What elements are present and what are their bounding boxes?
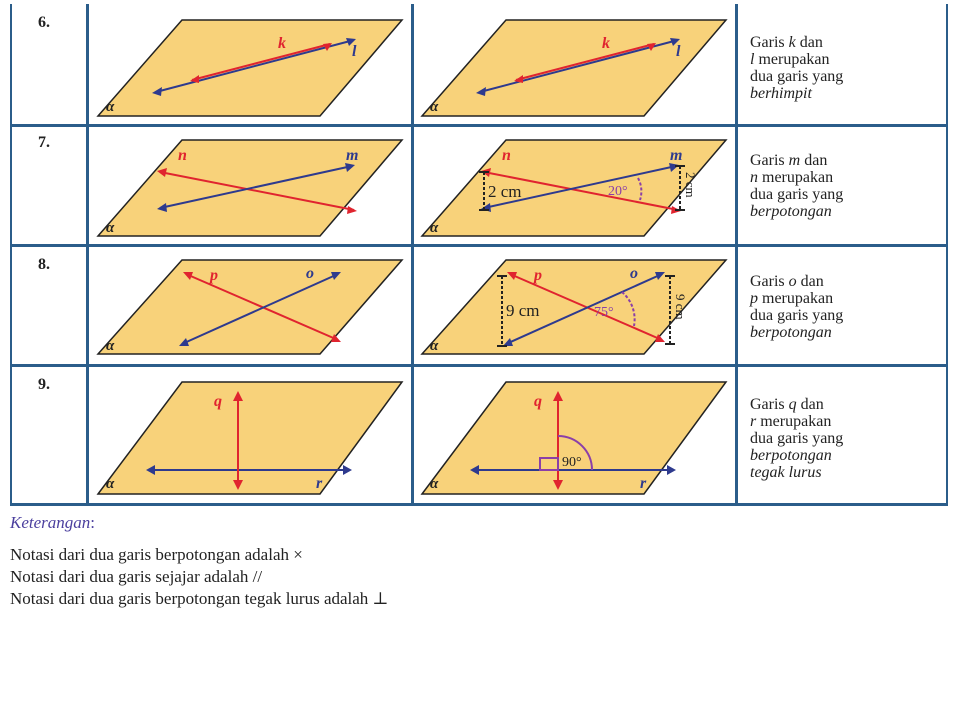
- label-k: k: [602, 35, 610, 52]
- label-l: l: [352, 43, 357, 60]
- arrowhead: [343, 465, 352, 475]
- label-o: o: [630, 265, 638, 282]
- note-line: Notasi dari dua garis berpotongan tegak lurus adalah ⊥: [10, 589, 389, 608]
- label-n: n: [502, 147, 511, 164]
- plane-alpha: [98, 260, 402, 354]
- label-alpha: α: [106, 220, 115, 236]
- angle-label: 75°: [594, 305, 614, 320]
- label-o: o: [306, 265, 314, 282]
- label-p: p: [534, 267, 542, 284]
- row6-diagram-measured: [418, 14, 730, 120]
- row7-diagram-plain: [94, 132, 406, 240]
- label-alpha: α: [430, 99, 439, 115]
- note-line: Notasi dari dua garis berpotongan adalah ×: [10, 545, 303, 564]
- label-alpha: α: [430, 338, 439, 354]
- table-border: [10, 244, 948, 247]
- label-q: q: [534, 393, 542, 410]
- row6-description: Garis k dan l merupakan dua garis yang berhimpit: [750, 34, 844, 102]
- label-alpha: α: [106, 99, 115, 115]
- row9-diagram-plain: [94, 376, 406, 498]
- row-number: 6.: [38, 14, 50, 31]
- arrowhead: [347, 206, 357, 214]
- table-border: [10, 503, 948, 506]
- table-border: [735, 4, 738, 506]
- measure-right-label: 9 cm: [673, 294, 688, 320]
- label-alpha: α: [106, 476, 115, 492]
- plane-alpha: [98, 382, 402, 494]
- row-number: 8.: [38, 256, 50, 273]
- label-n: n: [178, 147, 187, 164]
- table-border: [10, 4, 12, 506]
- row6-diagram-plain: [94, 14, 406, 120]
- note-line: Notasi dari dua garis sejajar adalah //: [10, 567, 263, 586]
- row8-description: Garis o dan p merupakan dua garis yang berpotongan: [750, 273, 844, 341]
- row9-diagram-measured: [418, 376, 730, 498]
- angle-label: 20°: [608, 184, 628, 199]
- table-border: [86, 4, 89, 506]
- notes-title: Keterangan:: [10, 513, 96, 532]
- table-border: [411, 4, 414, 506]
- label-r: r: [316, 475, 323, 492]
- label-p: p: [210, 267, 218, 284]
- row-number: 9.: [38, 376, 50, 393]
- table-border: [946, 4, 948, 506]
- label-r: r: [640, 475, 647, 492]
- measure-left-label: 9 cm: [506, 301, 540, 320]
- label-alpha: α: [106, 338, 115, 354]
- row-number: 7.: [38, 134, 50, 151]
- notation-table: [10, 4, 948, 506]
- row7-diagram-measured: [418, 132, 730, 240]
- label-alpha: α: [430, 476, 439, 492]
- table-border: [10, 364, 948, 367]
- angle-label: 90°: [562, 455, 582, 470]
- label-q: q: [214, 393, 222, 410]
- measure-left-label: 2 cm: [488, 182, 522, 201]
- label-k: k: [278, 35, 286, 52]
- row9-description: Garis q dan r merupakan dua garis yang berpotongan tegak lurus: [750, 396, 844, 481]
- arrowhead: [667, 465, 676, 475]
- table-border: [10, 124, 948, 127]
- label-m: m: [346, 147, 359, 164]
- label-l: l: [676, 43, 681, 60]
- row7-description: Garis m dan n merupakan dua garis yang berpotongan: [750, 152, 844, 220]
- label-alpha: α: [430, 220, 439, 236]
- row8-diagram-plain: [94, 254, 406, 358]
- label-m: m: [670, 147, 683, 164]
- measure-right-label: 2 cm: [683, 172, 698, 198]
- plane-alpha: [422, 382, 726, 494]
- row8-diagram-measured: [418, 254, 730, 358]
